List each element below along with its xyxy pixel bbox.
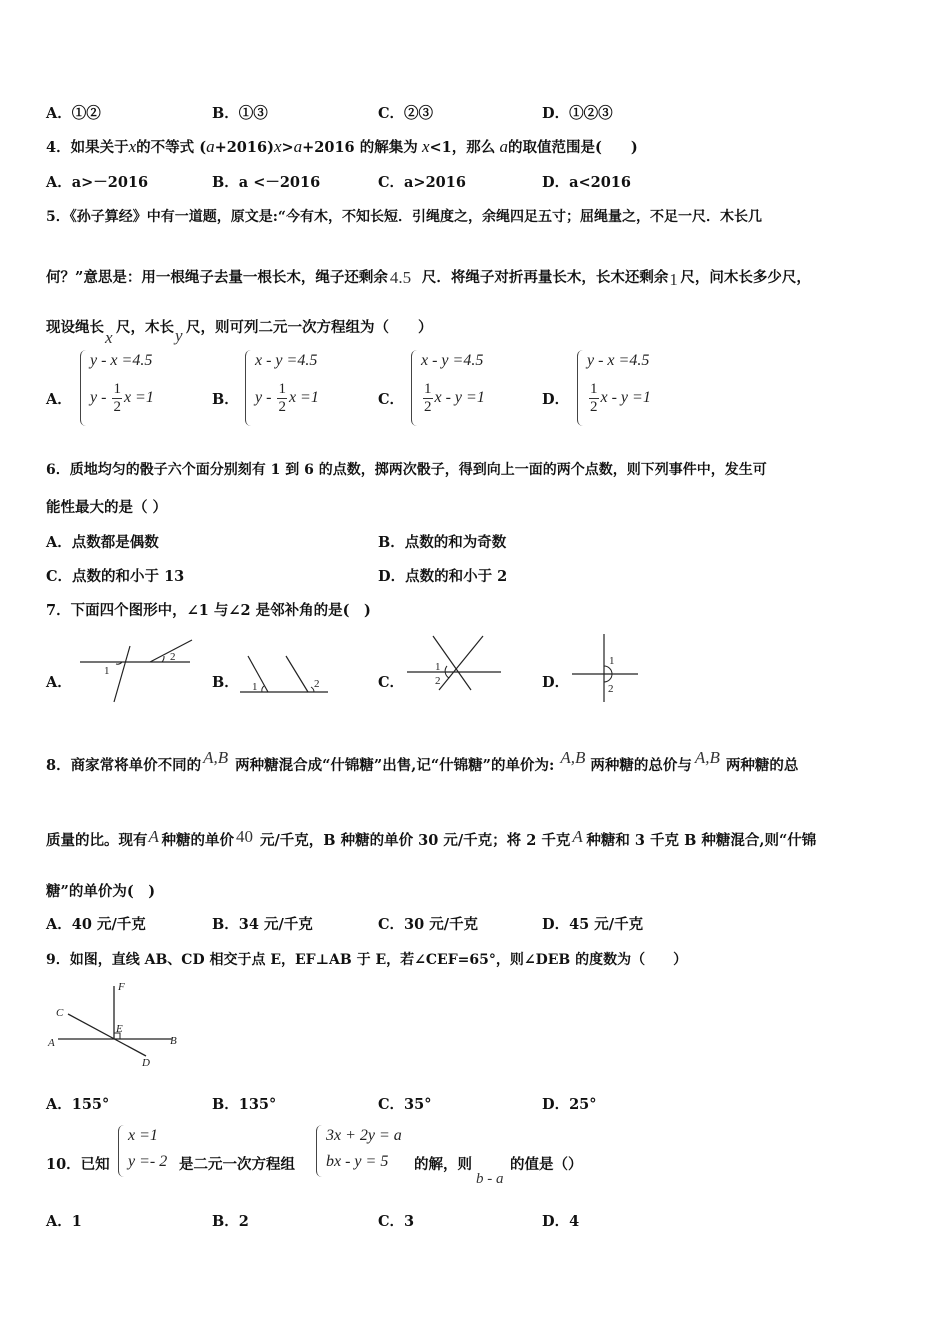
q10-equation-system: 3x + 2y = a bx - y = 5 (316, 1125, 416, 1181)
q4-option-b: B．a <－2016 (212, 174, 321, 191)
q7-stem: 7．下面四个图形中，∠1 与∠2 是邻补角的是( ) (46, 602, 371, 619)
q5-system-a: y - x =4.5 y - $\frac{1}{2}$ x =1 (80, 350, 200, 430)
svg-text:1: 1 (104, 665, 110, 677)
q3-option-a: A．①② (46, 105, 101, 122)
q4-option-a: A．a>－2016 (46, 174, 149, 191)
q8-line2: 质量的比。现有 A 种糖的单价 40 元/千克，B 种糖的单价 30 元/千克；将 2 千克 A 种糖和 3 千克 B 种糖混合,则“什锦 (46, 827, 817, 849)
q3-option-c: C．②③ (378, 105, 434, 122)
q5-line3: 现设绳长 x 尺，木长 y 尺，则可列二元一次方程组为（ ） (46, 319, 433, 347)
q7-label-d: D． (542, 674, 570, 691)
svg-text:1: 1 (252, 681, 258, 693)
svg-text:B: B (170, 1035, 177, 1047)
q7-label-b: B． (212, 674, 239, 691)
q9-figure (48, 980, 188, 1072)
q6-option-a: A．点数都是偶数 (46, 534, 159, 551)
svg-text:E: E (116, 1023, 123, 1035)
q10-mid: 是二元一次方程组 (179, 1156, 295, 1173)
q10-solution-system: x =1 y =- 2 (118, 1125, 178, 1181)
q6-line2: 能性最大的是（ ） (46, 499, 168, 516)
svg-text:F: F (118, 981, 125, 993)
q6-option-b: B．点数的和为奇数 (378, 534, 507, 551)
q9-option-a: A．155° (46, 1096, 110, 1113)
q9-option-b: B．135° (212, 1096, 277, 1113)
q7-label-c: C． (378, 674, 405, 691)
q5-line2: 何？”意思是：用一根绳子去量一根长木，绳子还剩余 4.5 尺．将绳子对折再量长木，长木还剩余 1 尺，问木长多少尺， (46, 268, 811, 289)
q4-option-c: C．a>2016 (378, 174, 466, 191)
q5-system-c: x - y =4.5 $\frac{1}{2}$ x - y =1 (411, 350, 531, 430)
q7-figure-b (238, 654, 333, 696)
q3-option-d: D．①②③ (542, 105, 613, 122)
q6-line1: 6．质地均匀的骰子六个面分别刻有 1 到 6 的点数，掷两次骰子，得到向上一面的两个点数，则下列事件中，发生可 (46, 462, 767, 478)
q8-option-c: C．30 元/千克 (378, 916, 479, 933)
q9-option-d: D．25° (542, 1096, 597, 1113)
q8-option-a: A．40 元/千克 (46, 916, 146, 933)
q5-system-d: y - x =4.5 $\frac{1}{2}$ x - y =1 (577, 350, 697, 430)
svg-text:2: 2 (435, 675, 441, 687)
q10-option-c: C．3 (378, 1213, 415, 1230)
svg-text:C: C (56, 1007, 64, 1019)
q6-option-c: C．点数的和小于 13 (46, 568, 185, 585)
q7-figure-a (78, 636, 198, 706)
q7-figure-c (405, 632, 505, 692)
q8-option-d: D．45 元/千克 (542, 916, 644, 933)
svg-text:A: A (48, 1037, 55, 1049)
q7-figure-d (568, 632, 644, 704)
q5-label-c: C． (378, 391, 405, 408)
q8-option-b: B．34 元/千克 (212, 916, 313, 933)
q10-option-b: B．2 (212, 1213, 249, 1230)
q10-pre: 10．已知 (46, 1156, 110, 1173)
svg-text:D: D (142, 1057, 150, 1069)
q10-option-d: D．4 (542, 1213, 580, 1230)
q10-option-a: A．1 (46, 1213, 82, 1230)
q4-stem: 4．如果关于x的不等式 (a+2016)x>a+2016 的解集为 x<1，那么 a的取值范围是( ) (46, 137, 638, 156)
q9-stem: 9．如图，直线 AB、CD 相交于点 E，EF⊥AB 于 E，若∠CEF=65°，则∠DEB 的度数为（ ） (46, 952, 688, 968)
svg-text:2: 2 (314, 678, 320, 690)
q3-option-b: B．①③ (212, 105, 268, 122)
svg-text:2: 2 (170, 651, 176, 663)
q9-option-c: C．35° (378, 1096, 432, 1113)
q5-label-a: A． (46, 391, 72, 408)
q5-line1: 5．《孙子算经》中有一道题，原文是:“今有木，不知长短．引绳度之，余绳四足五寸；屈绳量之，不足一尺．木长几 (46, 209, 762, 225)
q5-label-b: B． (212, 391, 239, 408)
svg-text:1: 1 (609, 655, 615, 667)
q10-post: 的解，则 b - a 的值是（） (414, 1156, 583, 1187)
q4-option-d: D．a<2016 (542, 174, 631, 191)
q5-label-d: D． (542, 391, 570, 408)
q5-system-b: x - y =4.5 y - $\frac{1}{2}$ x =1 (245, 350, 365, 430)
q8-line1: 8．商家常将单价不同的 A,B 两种糖混合成“什锦糖”出售,记“什锦糖”的单价为: A,B 两种糖的总价与 A,B 两种糖的总 (46, 748, 799, 774)
svg-text:2: 2 (608, 683, 614, 695)
q6-option-d: D．点数的和小于 2 (378, 568, 508, 585)
svg-text:1: 1 (435, 661, 441, 673)
q7-label-a: A． (46, 674, 72, 691)
q8-line3: 糖”的单价为( ) (46, 883, 156, 900)
